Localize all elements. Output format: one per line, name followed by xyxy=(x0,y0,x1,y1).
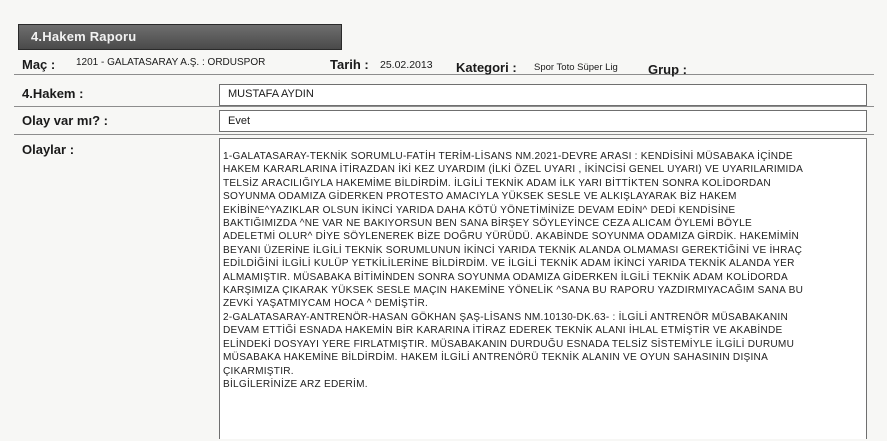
olaylar-line: EKİBİNE^YAZIKLAR OLSUN İKİNCİ YARIDA DAHA KÖTÜ YÖNETİMİNİZE DEVAM EDİN^ DEDİ KENDİSİNE xyxy=(223,204,736,216)
olaylar-line: ÇIKARMIŞTIR. xyxy=(223,365,294,377)
hakem-value: MUSTAFA AYDIN xyxy=(228,88,314,100)
olaylar-line: DEVAM ETTİĞİ ESNADA HAKEMİN BİR KARARINA İTİRAZ EDEREK TEKNİK ALANI İHLAL ETMİŞTİR VE AKABİNDE xyxy=(223,325,783,337)
olaylar-line: ZEVKİ YAŞATMIYCAM HOCA ^ DEMİŞTİR. xyxy=(223,298,429,310)
report-title: 4.Hakem Raporu xyxy=(31,29,137,44)
olaylar-line: 2-GALATASARAY-ANTRENÖR-HASAN GÖKHAN ŞAŞ-LİSANS NM.10130-DK.63- : İLGİLİ ANTRENÖR MÜSABAKANIN xyxy=(223,311,789,323)
olay-field xyxy=(219,110,867,132)
olay-value: Evet xyxy=(228,115,251,127)
olaylar-line: 1-GALATASARAY-TEKNİK SORUMLU-FATİH TERİM-LİSANS NM.2021-DEVRE ARASI : KENDİSİNİ MÜSABAKA İÇİNDE xyxy=(223,151,793,162)
kategori-label: Kategori : xyxy=(456,60,517,75)
hakem-field xyxy=(219,84,867,106)
olaylar-line: ALMAMIŞTIR. MÜSABAKA BİTİMİNDEN SONRA SOYUNMA ODAMIZA GİDERKEN İLGİLİ TEKNİK ADAM KOLİDORDA xyxy=(223,271,788,283)
olaylar-line: ADELETMİ OLUR^ DİYE SÖYLENEREK BİZE DOĞRU YÜRÜDÜ. AKABİNDE SOYUNMA ODAMIZA GİRDİK. HAKEMİMİN xyxy=(223,231,800,243)
olaylar-line: BAKTIĞIMIZDA ^NE VAR NE BAKIYORSUN BEN SANA BİRŞEY SÖYLEYİNCE CEZA ALICAM ÖYLEMİ BÖYLE xyxy=(223,218,753,230)
olaylar-text xyxy=(223,150,855,391)
kategori-value: Spor Toto Süper Lig xyxy=(534,62,618,73)
mac-label: Maç : xyxy=(22,57,56,72)
olaylar-line: EDİLDİĞİNİ İLGİLİ KULÜP YETKİLİLERİNE BİLDİRDİM. VE İLGİLİ TEKNİK ADAM İKİNCİ YARIDA TEKNİK ALANDA YER xyxy=(223,258,795,270)
olaylar-line: SOYUNMA ODAMIZA GİDERKEN PROTESTO AMACIYLA YÜKSEK SESLE VE ALKIŞLAYARAK BİZ HAKEM xyxy=(223,191,737,203)
report-title-bar xyxy=(18,24,342,50)
olaylar-line: BİLGİLERİNİZE ARZ EDERİM. xyxy=(223,378,368,390)
tarih-label: Tarih : xyxy=(330,57,369,72)
olaylar-label: Olaylar : xyxy=(22,142,75,157)
olay-label: Olay var mı? : xyxy=(22,113,108,128)
hakem-label: 4.Hakem : xyxy=(22,86,84,101)
olaylar-line: HAKEM KARARLARINA İTİRAZDAN İKİ KEZ UYARDIM (İLKİ ÖZEL UYARI , İKİNCİSİ GENEL UYARI) VE UYARILARIMIDA xyxy=(223,164,804,176)
grup-label: Grup : xyxy=(648,62,687,77)
tarih-value: 25.02.2013 xyxy=(380,59,433,71)
olaylar-line: TELSİZ ARACILIĞIYLA HAKEMİME BİLDİRDİM. İLGİLİ TEKNİK ADAM İLK YARI BİTTİKTEN SONRA KOLİDORDAN xyxy=(223,177,771,189)
olaylar-line: BEYANI ÜZERİNE İLGİLİ TEKNİK SORUMLUNUN İKİNCİ YARIDA TEKNİK ALANDA OLMAMASI GEREKTİĞİNİ VE İHRAÇ xyxy=(223,244,803,256)
mac-value: 1201 - GALATASARAY A.Ş. : ORDUSPOR xyxy=(76,57,266,68)
olaylar-line: KARŞIMIZA ÇIKARAK YÜKSEK SESLE MAÇIN HAKEMİNE YÖNELİK ^SANA BU RAPORU YAZDIRMIYACAĞIM SANA BU xyxy=(223,285,804,297)
olaylar-line: ELİNDEKİ DOSYAYI YERE FIRLATMIŞTIR. MÜSABAKANIN DURDUĞU ESNADA TELSİZ SİSTEMİYLE İLGİLİ DURUMU xyxy=(223,338,795,350)
olaylar-line: MÜSABAKA HAKEMİNE BİLDİRDİM. HAKEM İLGİLİ ANTRENÖRÜ TEKNİK ALANIN VE OYUN SAHASININ DIŞINA xyxy=(223,352,769,364)
